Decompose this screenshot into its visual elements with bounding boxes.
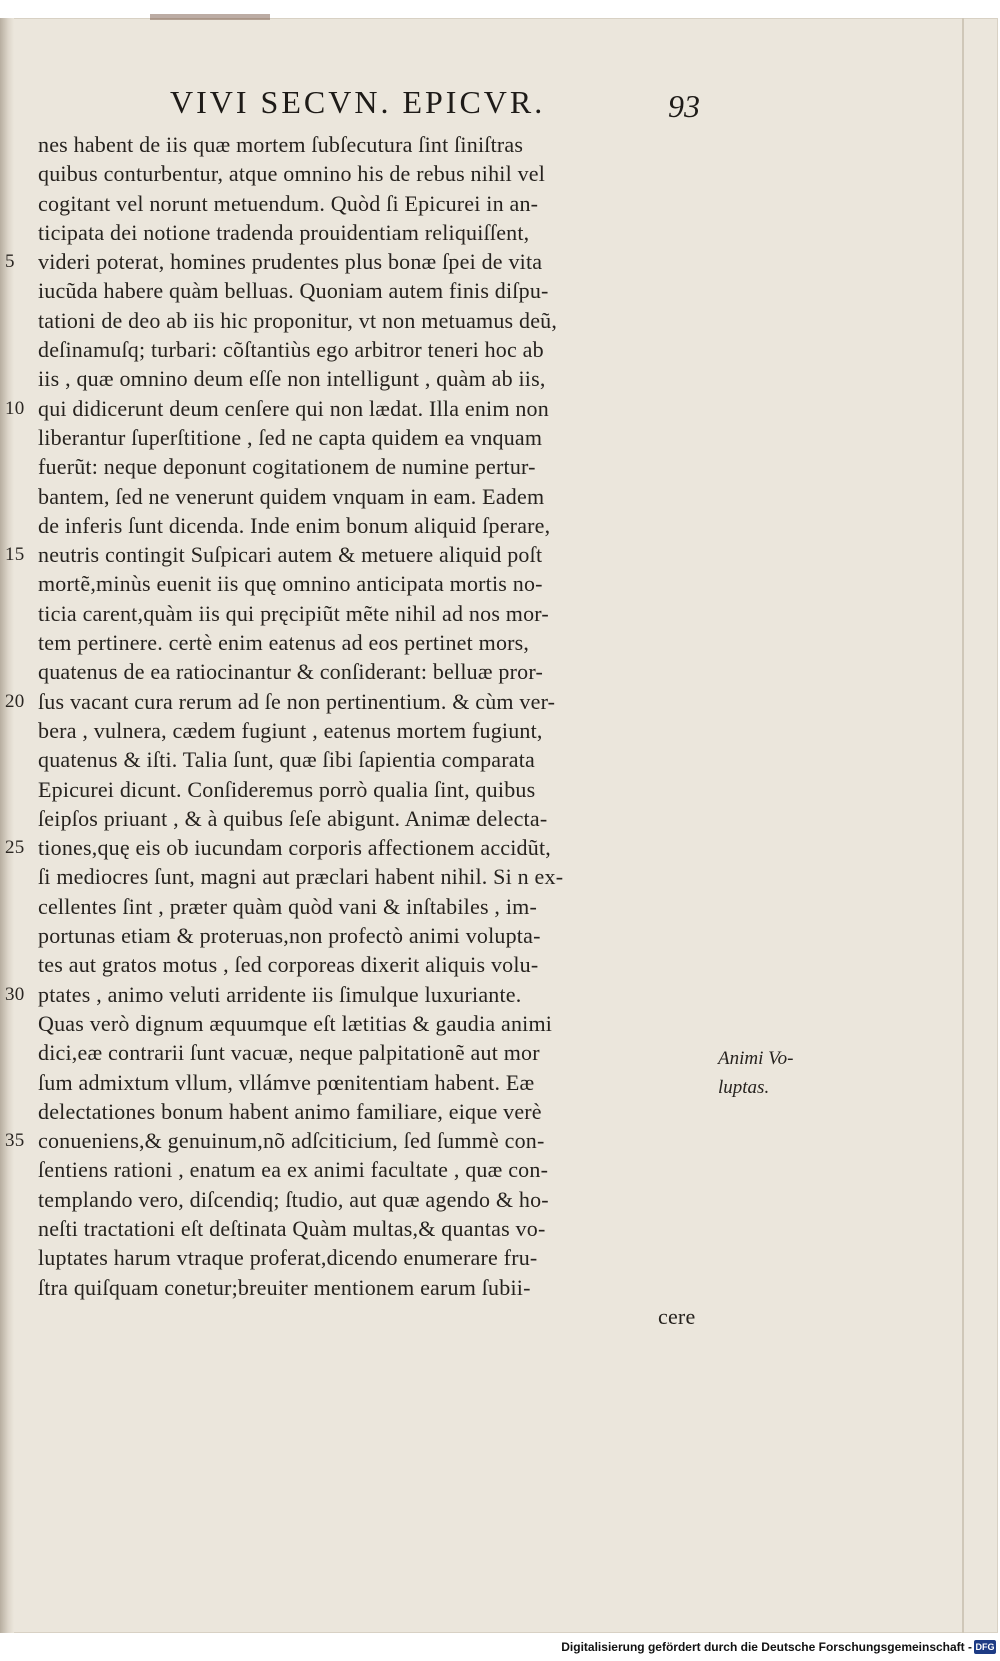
marginal-note-line-2: luptas.	[718, 1077, 770, 1098]
line-number: 10	[5, 397, 25, 419]
line-text: portunas etiam & proteruas,non profectò animi volupta-	[38, 923, 541, 949]
line-text: quatenus de ea ratiocinantur & conſiderant: belluæ pror-	[38, 659, 543, 685]
line-text: qui didicerunt deum cenſere qui non lædat. Illa enim non	[38, 395, 549, 421]
text-line	[5, 833, 708, 862]
text-line	[38, 862, 708, 891]
text-line	[38, 423, 708, 452]
text-line	[5, 247, 708, 276]
text-line	[38, 276, 708, 305]
text-line	[5, 980, 708, 1009]
line-text: cogitant vel norunt metuendum. Quòd ſi Epicurei in an-	[38, 190, 539, 216]
text-line	[38, 1273, 708, 1302]
line-text: ticipata dei notione tradenda prouidentiam reliquiſſent,	[38, 219, 530, 245]
line-text: ticia carent,quàm iis qui pręcipiũt mẽte nihil ad nos mor-	[38, 600, 549, 626]
text-line	[38, 130, 708, 159]
line-text: fuerũt: neque deponunt cogitationem de numine pertur-	[38, 454, 536, 480]
line-text: delectationes bonum habent animo familiare, eique verè	[38, 1098, 542, 1124]
page-number: 93	[668, 88, 700, 124]
line-number: 5	[5, 251, 15, 273]
text-line	[5, 687, 708, 716]
text-line	[38, 921, 708, 950]
text-line	[38, 1038, 708, 1067]
line-text: deſinamuſq; turbari: cõſtantiùs ego arbitror teneri hoc ab	[38, 337, 544, 363]
line-text: ſtra quiſquam conetur;breuiter mentionem earum ſubii-	[38, 1274, 531, 1300]
line-text: dici,eæ contrarii ſunt vacuæ, neque palpitationẽ aut mor	[38, 1040, 540, 1066]
funding-credit: Digitalisierung gefördert durch die Deutsche Forschungsgemeinschaft -	[561, 1640, 972, 1654]
line-text: quatenus & iſti. Talia ſunt, quæ ſibi ſapientia comparata	[38, 747, 536, 773]
line-text: tes aut gratos motus , ſed corporeas dixerit aliquis volu-	[38, 952, 539, 978]
line-number: 15	[5, 544, 25, 566]
text-line	[38, 1009, 708, 1038]
text-line	[38, 775, 708, 804]
text-line	[38, 716, 708, 745]
line-text: liberantur ſuperſtitione , ſed ne capta quidem ea vnquam	[38, 424, 543, 450]
text-line	[38, 511, 708, 540]
line-text: quibus conturbentur, atque omnino his de rebus nihil vel	[38, 161, 546, 187]
top-edge-stain	[150, 14, 270, 20]
line-text: de inferis ſunt dicenda. Inde enim bonum aliquid ſperare,	[38, 512, 551, 538]
text-line	[38, 892, 708, 921]
page-edge	[962, 18, 964, 1633]
text-line	[5, 1126, 708, 1155]
line-text: ptates , animo veluti arridente iis ſimulque luxuriante.	[38, 981, 522, 1007]
line-text: luptates harum vtraque proferat,dicendo enumerare fru-	[38, 1245, 538, 1271]
text-line	[38, 189, 708, 218]
text-line	[38, 569, 708, 598]
line-text: ſeipſos priuant , & à quibus ſeſe abigunt. Animæ delecta-	[38, 805, 548, 831]
text-line	[38, 1155, 708, 1184]
line-number: 30	[5, 983, 25, 1005]
line-number: 20	[5, 690, 25, 712]
line-text: iucũda habere quàm belluas. Quoniam autem finis diſpu-	[38, 278, 549, 304]
line-text: cere	[658, 1303, 696, 1329]
line-text: bera , vulnera, cædem fugiunt , eatenus mortem fugiunt,	[38, 717, 543, 743]
footer-bar	[0, 1636, 1000, 1661]
text-line	[38, 1214, 708, 1243]
line-text: templando vero, diſcendiq; ſtudio, aut quæ agendo & ho-	[38, 1186, 549, 1212]
text-line	[38, 950, 708, 979]
text-line	[38, 452, 708, 481]
line-text: tationi de deo ab iis hic proponitur, vt non metuamus deũ,	[38, 307, 558, 333]
dfg-logo-icon: DFG	[975, 1642, 995, 1652]
line-text: ſentiens rationi , enatum ea ex animi facultate , quæ con-	[38, 1157, 549, 1183]
line-text: conueniens,& genuinum,nõ adſciticium, ſed ſummè con-	[38, 1128, 545, 1154]
running-head: VIVI SECVN. EPICVR.	[170, 84, 546, 120]
line-text: iis , quæ omnino deum eſſe non intelligunt , quàm ab iis,	[38, 366, 546, 392]
text-line	[38, 657, 708, 686]
text-line	[38, 306, 708, 335]
line-text: nes habent de iis quæ mortem ſubſecutura ſint ſiniſtras	[38, 132, 524, 157]
text-line	[38, 599, 708, 628]
body-text	[5, 130, 708, 1331]
text-line	[38, 1302, 708, 1331]
text-line	[38, 745, 708, 774]
text-line	[38, 335, 708, 364]
line-text: tiones,quę eis ob iucundam corporis affectionem accidũt,	[38, 835, 551, 861]
text-line	[38, 1243, 708, 1272]
text-line	[38, 1185, 708, 1214]
line-text: neutris contingit Suſpicari autem & metuere aliquid poſt	[38, 542, 543, 568]
text-line	[38, 159, 708, 188]
text-line	[38, 804, 708, 833]
line-text: ſus vacant cura rerum ad ſe non pertinentium. & cùm ver-	[38, 688, 556, 714]
line-text: ſi mediocres ſunt, magni aut præclari habent nihil. Si n ex-	[38, 864, 564, 890]
marginal-note	[718, 1044, 793, 1102]
line-text: Quas verò dignum æquumque eſt lætitias & gaudia animi	[38, 1010, 553, 1036]
text-line	[38, 218, 708, 247]
line-text: Epicurei dicunt. Conſideremus porrò qualia ſint, quibus	[38, 776, 536, 802]
text-line	[38, 628, 708, 657]
line-text: bantem, ſed ne venerunt quidem vnquam in eam. Eadem	[38, 483, 545, 509]
text-line	[38, 482, 708, 511]
line-text: cellentes ſint , præter quàm quòd vani & inſtabiles , im-	[38, 893, 537, 919]
line-text: neſti tractationi eſt deſtinata Quàm multas,& quantas vo-	[38, 1215, 546, 1241]
marginal-note-line-1: Animi Vo-	[718, 1048, 794, 1069]
text-line	[38, 1097, 708, 1126]
line-number: 25	[5, 837, 25, 859]
text-line	[5, 540, 708, 569]
line-text: tem pertinere. certè enim eatenus ad eos pertinet mors,	[38, 630, 530, 656]
line-number: 35	[5, 1130, 25, 1152]
line-text: mortẽ,minùs euenit iis quę omnino anticipata mortis no-	[38, 571, 543, 597]
line-text: videri poterat, homines prudentes plus bonæ ſpei de vita	[38, 249, 543, 275]
text-line	[5, 394, 708, 423]
text-line	[38, 1068, 708, 1097]
text-line	[38, 364, 708, 393]
line-text: ſum admixtum vllum, vllámve pœnitentiam habent. Eæ	[38, 1069, 535, 1095]
